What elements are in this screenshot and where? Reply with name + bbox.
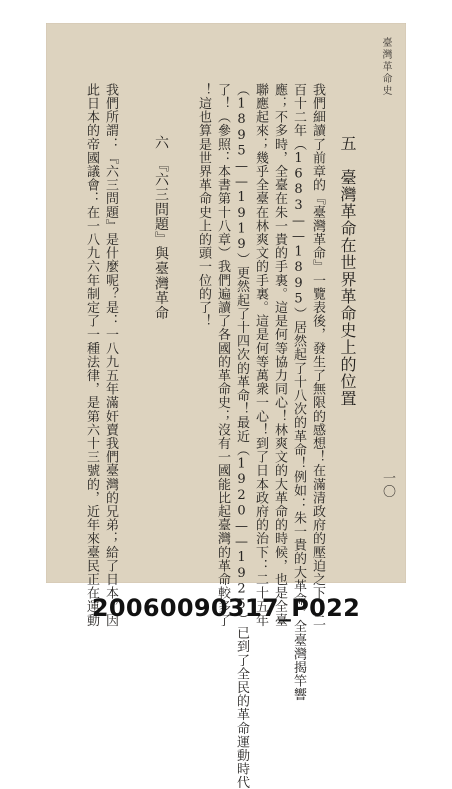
section-5-line-6: 了！（參照：本書第十八章）我們遍讀了各國的革命史；沒有一國能比起臺灣的革命較多了 (215, 83, 230, 627)
section-5-title: 五 臺灣革命在世界革命史上的位置 (338, 135, 357, 407)
section-5-line-3: 應；不多時，全臺在朱一貴的手裏。這是何等協力同心！林爽文的大革命的時候，也是全臺 (272, 83, 287, 627)
section-6-title: 六 『六三問題』與臺灣革命 (153, 135, 169, 321)
section-5-line-1: 我們細讀了前章的『臺灣革命』一覽表後，發生了無限的感想！在滿清政府的壓迫之下：二 (310, 83, 325, 627)
image-caption: 20060090317_P022 (91, 594, 361, 622)
section-5-line-2: 百十二年（1683——1895）居然起了十八次的革命！例如：朱一貴的大革命，全臺灣揭竿響 (291, 83, 306, 702)
section-6-line-1: 我們所謂：『六三問題』是什麼呢？是：一八九五年滿奸賣我們臺灣的兄弟；給了日本，因 (103, 83, 118, 627)
page-number: 一〇 (380, 471, 395, 499)
section-5-line-4: 聯應起來；幾乎全臺在林爽文的手裏。這是何等萬衆一心！到了日本政府的治下：二十五年 (253, 83, 268, 627)
section-6-line-2: 此日本的帝國議會：在一八九六年制定了一種法律，是第六十三號的，近年來臺民正在運動 (84, 83, 99, 627)
section-5-line-5: （1895——1919）更然起了十四次的革命！最近（1920——1925）已到了全民的革命運動時代 (234, 83, 249, 789)
running-header: 臺灣革命史 (380, 37, 391, 97)
section-5-line-7: ！這也算是世界革命史上的頭一位的了！ (196, 83, 211, 328)
